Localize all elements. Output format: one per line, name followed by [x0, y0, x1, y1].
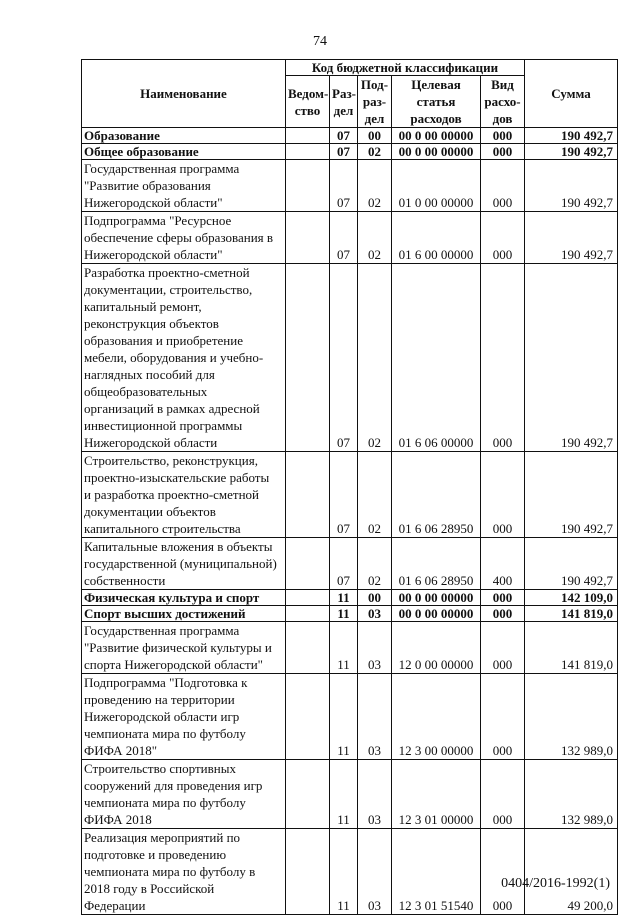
cell-podrazdel: 00 — [358, 128, 392, 144]
table-row — [82, 590, 618, 606]
cell-summa: 49 200,0 — [525, 829, 618, 915]
table-row — [82, 160, 618, 212]
cell-summa: 142 109,0 — [525, 590, 618, 606]
cell-summa: 132 989,0 — [525, 760, 618, 829]
cell-vid-raskhodov: 000 — [481, 674, 525, 760]
table-row — [82, 829, 618, 915]
table-row — [82, 760, 618, 829]
cell-vid-raskhodov: 000 — [481, 212, 525, 264]
cell-razdel: 07 — [330, 144, 358, 160]
cell-summa: 190 492,7 — [525, 144, 618, 160]
cell-vid-raskhodov: 000 — [481, 590, 525, 606]
cell-podrazdel: 03 — [358, 760, 392, 829]
cell-name: Государственная программа "Развитие образования Нижегородской области" — [82, 160, 286, 212]
cell-name: Государственная программа "Развитие физической культуры и спорта Нижегородской области" — [82, 622, 286, 674]
cell-name: Строительство спортивных сооружений для проведения игр чемпионата мира по футболу ФИФА 2018 — [82, 760, 286, 829]
page-number: 74 — [313, 34, 327, 49]
header-summa: Сумма — [525, 60, 618, 128]
table-row — [82, 452, 618, 538]
cell-tselevaya-statya: 01 6 06 28950 — [392, 538, 481, 590]
cell-summa: 132 989,0 — [525, 674, 618, 760]
cell-vedomstvo — [286, 760, 330, 829]
cell-razdel: 11 — [330, 590, 358, 606]
cell-tselevaya-statya: 01 6 06 00000 — [392, 264, 481, 452]
cell-vedomstvo — [286, 452, 330, 538]
cell-razdel: 07 — [330, 538, 358, 590]
cell-summa: 141 819,0 — [525, 606, 618, 622]
document-code: 0404/2016-1992(1) — [501, 876, 610, 891]
cell-summa: 190 492,7 — [525, 264, 618, 452]
cell-razdel: 07 — [330, 160, 358, 212]
cell-podrazdel: 03 — [358, 674, 392, 760]
header-razdel: Раз- дел — [330, 76, 358, 128]
cell-podrazdel: 02 — [358, 160, 392, 212]
table-header — [82, 60, 618, 128]
cell-tselevaya-statya: 00 0 00 00000 — [392, 606, 481, 622]
cell-name: Физическая культура и спорт — [82, 590, 286, 606]
cell-vedomstvo — [286, 606, 330, 622]
cell-vid-raskhodov: 000 — [481, 144, 525, 160]
cell-razdel: 11 — [330, 760, 358, 829]
cell-vid-raskhodov: 400 — [481, 538, 525, 590]
cell-podrazdel: 03 — [358, 606, 392, 622]
cell-podrazdel: 02 — [358, 452, 392, 538]
cell-tselevaya-statya: 12 3 00 00000 — [392, 674, 481, 760]
cell-razdel: 11 — [330, 622, 358, 674]
table-body — [82, 128, 618, 915]
table-row — [82, 264, 618, 452]
cell-vid-raskhodov: 000 — [481, 622, 525, 674]
header-vid-raskhodov: Вид расхо- дов — [481, 76, 525, 128]
cell-podrazdel: 02 — [358, 212, 392, 264]
cell-razdel: 07 — [330, 212, 358, 264]
cell-tselevaya-statya: 00 0 00 00000 — [392, 128, 481, 144]
cell-vedomstvo — [286, 590, 330, 606]
cell-tselevaya-statya: 12 0 00 00000 — [392, 622, 481, 674]
cell-name: Подпрограмма "Подготовка к проведению на территории Нижегородской области игр чемпионата мира по футболу ФИФА 2018" — [82, 674, 286, 760]
cell-tselevaya-statya: 00 0 00 00000 — [392, 590, 481, 606]
cell-tselevaya-statya: 12 3 01 51540 — [392, 829, 481, 915]
cell-vid-raskhodov: 000 — [481, 452, 525, 538]
cell-vedomstvo — [286, 264, 330, 452]
budget-table — [81, 59, 618, 915]
cell-podrazdel: 02 — [358, 144, 392, 160]
cell-summa: 190 492,7 — [525, 128, 618, 144]
cell-tselevaya-statya: 12 3 01 00000 — [392, 760, 481, 829]
cell-podrazdel: 00 — [358, 590, 392, 606]
table-row — [82, 674, 618, 760]
header-kbk-group: Код бюджетной классификации — [286, 60, 525, 76]
cell-vedomstvo — [286, 128, 330, 144]
cell-summa: 190 492,7 — [525, 212, 618, 264]
cell-razdel: 07 — [330, 264, 358, 452]
cell-tselevaya-statya: 00 0 00 00000 — [392, 144, 481, 160]
cell-vid-raskhodov: 000 — [481, 264, 525, 452]
cell-tselevaya-statya: 01 6 00 00000 — [392, 212, 481, 264]
cell-podrazdel: 03 — [358, 622, 392, 674]
cell-vid-raskhodov: 000 — [481, 606, 525, 622]
cell-vedomstvo — [286, 622, 330, 674]
cell-summa: 190 492,7 — [525, 538, 618, 590]
cell-name: Образование — [82, 128, 286, 144]
cell-vid-raskhodov: 000 — [481, 160, 525, 212]
table-row — [82, 606, 618, 622]
cell-vedomstvo — [286, 538, 330, 590]
header-name: Наименование — [82, 60, 286, 128]
table-row — [82, 128, 618, 144]
cell-name: Строительство, реконструкция, проектно-изыскательские работы и разработка проектно-сметной документации объектов капитального строительства — [82, 452, 286, 538]
table-row — [82, 212, 618, 264]
cell-razdel: 11 — [330, 606, 358, 622]
cell-vedomstvo — [286, 144, 330, 160]
cell-tselevaya-statya: 01 0 00 00000 — [392, 160, 481, 212]
cell-vedomstvo — [286, 212, 330, 264]
header-vedomstvo: Ведом- ство — [286, 76, 330, 128]
cell-name: Разработка проектно-сметной документации, строительство, капитальный ремонт, реконструкция объектов образования и приобретение мебели, оборудования и учебно- наглядных пособий для общеобразовательных организаций в рамках адресной инвестиционной программы Нижегородской области — [82, 264, 286, 452]
cell-razdel: 07 — [330, 452, 358, 538]
table-row — [82, 144, 618, 160]
table-row — [82, 538, 618, 590]
cell-name: Подпрограмма "Ресурсное обеспечение сферы образования в Нижегородской области" — [82, 212, 286, 264]
cell-name: Общее образование — [82, 144, 286, 160]
cell-podrazdel: 02 — [358, 264, 392, 452]
cell-summa: 190 492,7 — [525, 160, 618, 212]
cell-summa: 141 819,0 — [525, 622, 618, 674]
cell-razdel: 11 — [330, 829, 358, 915]
header-podrazdel: Под- раз- дел — [358, 76, 392, 128]
cell-name: Реализация мероприятий по подготовке и проведению чемпионата мира по футболу в 2018 году в Российской Федерации — [82, 829, 286, 915]
cell-tselevaya-statya: 01 6 06 28950 — [392, 452, 481, 538]
cell-vedomstvo — [286, 674, 330, 760]
table-row — [82, 622, 618, 674]
cell-razdel: 07 — [330, 128, 358, 144]
header-tselevaya-statya: Целевая статья расходов — [392, 76, 481, 128]
cell-podrazdel: 02 — [358, 538, 392, 590]
cell-summa: 190 492,7 — [525, 452, 618, 538]
cell-razdel: 11 — [330, 674, 358, 760]
cell-vedomstvo — [286, 160, 330, 212]
cell-vid-raskhodov: 000 — [481, 829, 525, 915]
cell-name: Капитальные вложения в объекты государственной (муниципальной) собственности — [82, 538, 286, 590]
cell-name: Спорт высших достижений — [82, 606, 286, 622]
cell-vid-raskhodov: 000 — [481, 760, 525, 829]
cell-vedomstvo — [286, 829, 330, 915]
cell-podrazdel: 03 — [358, 829, 392, 915]
cell-vid-raskhodov: 000 — [481, 128, 525, 144]
